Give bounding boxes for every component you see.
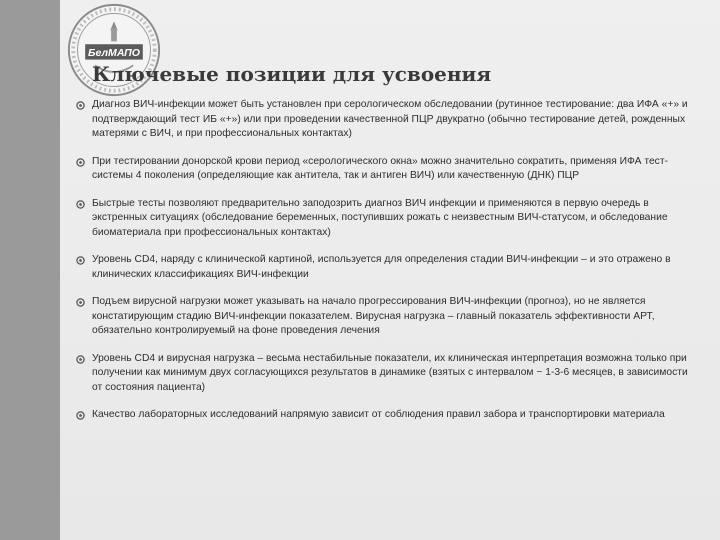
bullet-text-2: При тестировании донорской крови период «серологического окна» можно значительно сократить, применяя ИФА тест-системы 4 поколения (определяющие как антитела, так и антиген ВИЧ) или качественную (ДНК) ПЦР [92,155,668,181]
circled-bullet-icon [76,298,85,307]
bullet-item-6 [76,352,698,396]
bullet-text-1: Диагноз ВИЧ-инфекции может быть установлен при серологическом обследовании (рутинное тестирование: два ИФА «+» и подтверждающий тест ИБ «+») или при проведении качественной ПЦР двукратно (обычно тестирование детей, рожденных матерями с ВИЧ, и при профессиональных контактах) [92,99,688,139]
bullet-item-7 [76,408,698,423]
left-sidebar-strip [0,0,60,540]
bullet-item-2 [76,155,698,184]
bullet-text-4: Уровень CD4, наряду с клинической картиной, используется для определения стадии ВИЧ-инфекции – и это отражено в клинических классификациях ВИЧ-инфекции [92,254,671,280]
bullet-text-7: Качество лабораторных исследований напрямую зависит от соблюдения правил забора и транспортировки материала [92,409,665,420]
circled-bullet-icon [76,411,85,420]
bullet-text-5: Подъем вирусной нагрузки может указывать на начало прогрессирования ВИЧ-инфекции (прогноз), но не является констатирующим стадию ВИЧ-инфекции показателем. Вирусная нагрузка – главный показатель эффективности АРТ, обязательно контролируемый на фоне проведения лечения [92,296,655,336]
bullet-text-3: Быстрые тесты позволяют предварительно заподозрить диагноз ВИЧ инфекции и применяются в первую очередь в экстренных ситуациях (обследование беременных, поступивших рожать с неизвестным ВИЧ-статусом, и обследование биоматериала при профессиональных контактах) [92,197,668,238]
circled-bullet-icon [76,355,85,364]
logo-text: БелМАПО [88,46,140,59]
circled-bullet-icon [76,200,85,209]
circled-bullet-icon [76,158,85,167]
bullet-text-6: Уровень CD4 и вирусная нагрузка – весьма нестабильные показатели, их клиническая интерпретация возможна только при получении как минимум двух согласующихся результатов в динамике (взятых с интервалом ~ 1-3-6 месяцев, в зависимости от состояния пациента) [92,352,688,393]
circled-bullet-icon [76,101,85,110]
slide-title: Ключевые позиции для усвоения [92,62,492,86]
bullet-list [76,98,698,436]
circled-bullet-icon [76,256,85,265]
bullet-item-5 [76,295,698,339]
bullet-item-1 [76,98,698,142]
bullet-item-4 [76,253,698,282]
bullet-item-3 [76,197,698,241]
